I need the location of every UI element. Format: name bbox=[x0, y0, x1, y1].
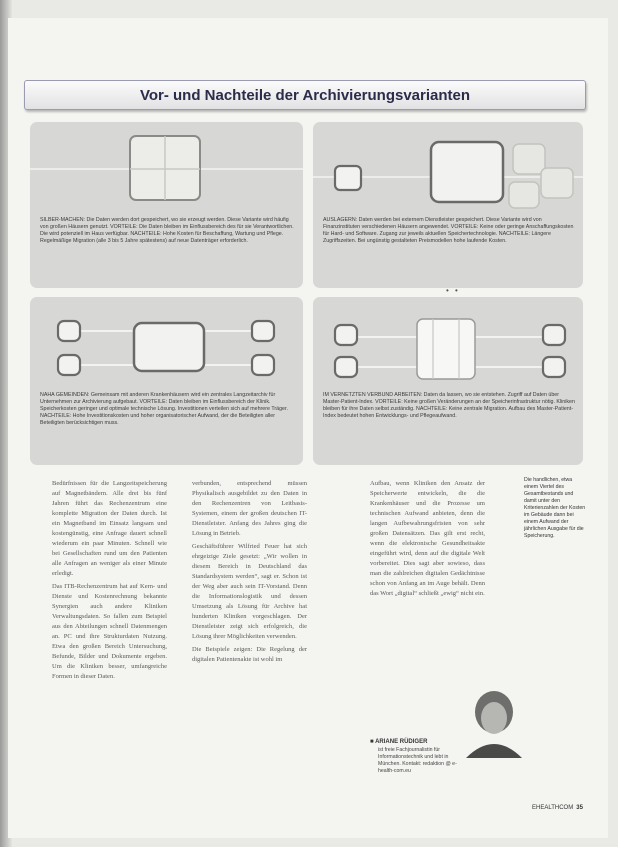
panel-network bbox=[313, 297, 583, 465]
paragraph: Aufbau, wenn Kliniken den Ansatz der Speicherwerte entwickeln, die die Krankenhäuser und die Prozesse um technischen Aufwand anbieten, denn die langen Aufbewahrungsfristen von sehr großen Datensätzen. Das gilt erst recht, wenn die elektronische Gesundheitsakte eingeführt wird, denn auf die digitale Welt vorbereitet. Dies sagt aber sowieso, dass man die zahlreichen digitalen Gedächtnisse schon von Anfang an im Auge behält. Denn das Wort „digital“ schließt „ewig“ nicht ein. bbox=[370, 480, 485, 597]
in-house-storage-diagram bbox=[30, 122, 303, 214]
paragraph: Geschäftsführer Wilfried Feuer hat sich ehrgeizige Ziele gesetzt: „Wir wollen in diesem Bereich in Deutschland das Standardsystem werden“, sagt er. Schon ist der Weg aber auch sein IT-Vorstand. Denn die Informationslogistik und dessen Umsetzung als Lösung für Archive hat hunderten Kliniken vorgeschlagen. Der Dienstleister zeigt sich erfolgreich, die Lösung ihrer Möglichkeiten verwenden. bbox=[192, 543, 307, 640]
page-number: 35 bbox=[576, 805, 583, 811]
paragraph: Bedürfnissen für die Langzeitspeicherung auf Magnetbändern. Alle drei bis fünf Jahren führt das Rechenzentrum eine komplette Migration der Daten durch. Ist ein Magnetband im Einsatz langsam und kostengünstig, eine Anfrage dauert schnell wiederum ein paar Minuten. Schnell wie bei Gesellschaften rund um den Patienten alle Anfragen an weniger als einer Minute erledigt. bbox=[52, 480, 167, 577]
network-federation-diagram bbox=[313, 297, 583, 389]
panel-in-house bbox=[30, 122, 303, 288]
panel-shared-archive bbox=[30, 297, 303, 465]
magazine-name: EHEALTHCOM bbox=[532, 805, 574, 811]
text-column-2 bbox=[192, 479, 307, 668]
page-footer bbox=[532, 805, 583, 811]
paragraph: Das ITB-Rechenzentrum hat auf Kern- und Dienste und Kostenrechnung bekannte Synergien auch andere Kliniken Verwaltungsdaten. So fallen zum Beispiel aus den Abteilungen schnell Datenmengen an. PC und ihre Strukturdaten Nutzung. Etwa den großen Bereich Untersuchung, Befunde, Bilder und Dokumente ergeben. Um die Kliniken besser, umfangreiche Formen in dieser Daten. bbox=[52, 583, 167, 680]
paragraph: verbunden, entsprechend müssen Physikalisch ausgebildet zu den Daten in den Rechenzentren von Leitbasis-Systemen, einem der großen deutschen IT-Dienstleister. Anfang des Jahres ging die Lösung in Betrieb. bbox=[192, 480, 307, 537]
panel-caption: AUSLAGERN: Daten werden bei externem Dienstleister gespeichert. Diese Variante wird von Finanzinstituten verschiedenen Häusern angewendet. VORTEILE: Keine oder geringe Anschaffungskosten für Hard- und Software. Zugang zur jeweils aktuellen Speichertechnologie. NACHTEILE: Längere Zugriffszeiten. Bei ungünstig gestalteten Preismodellen hohe laufende Kosten. bbox=[323, 217, 574, 244]
author-bio: ist freie Fachjournalistin für Informationstechnik und lebt in München. Kontakt: redaktion @ e-health-com.eu bbox=[378, 747, 457, 774]
text-column-3 bbox=[370, 479, 485, 602]
author-photo bbox=[462, 682, 526, 758]
text-column-1 bbox=[52, 479, 167, 685]
side-note: Die handlichen, etwa einem Viertel des Gesamtbestands und damit unter den Kriterienzahlen der Kosten im Gebäude dann bei einem Aufwand der jährlichen Ausgabe für die Speicherung. bbox=[524, 477, 586, 539]
separator-dots: • • bbox=[446, 286, 460, 295]
shared-archive-diagram bbox=[30, 297, 303, 389]
panel-caption: SILBER-MACHEN: Die Daten werden dort gespeichert, wo sie erzeugt werden. Diese Variante wird häufig von großen Häusern genutzt. VORTEILE: Die Daten bleiben im Einflussbereich des für sie Verantwortlichen. Die wird potenziell im Haus verfügbar. NACHTEILE: Hohe Kosten für Beschaffung, Wartung und Pflege. Regelmäßige Migration (alle 3 bis 5 Jahre spätestens) auf neue Datenträger erforderlich. bbox=[40, 217, 294, 244]
outsourcing-diagram bbox=[313, 122, 583, 214]
page-title: Vor- und Nachteile der Archivierungsvarianten bbox=[24, 80, 586, 110]
author-name: ■ ARIANE RÜDIGER bbox=[370, 739, 428, 745]
panel-caption: IM VERNETZTEN VERBUND ARBEITEN: Daten da lassen, wo sie entstehen. Zugriff auf Daten über Master-Patient-Index. VORTEILE: Keine großen Veränderungen an der Speicherinfrastruktur nötig. Kliniken bleiben für ihre Daten selbst zuständig. NACHTEILE: Keine zentrale Migration. Aufbau des Master-Patient-Index bedeutet hohen Entwicklungs- und Pflegeaufwand. bbox=[323, 392, 575, 419]
panel-outsourcing bbox=[313, 122, 583, 288]
paragraph: Die Beispiele zeigen: Die Regelung der digitalen Patientenakte ist wohl im bbox=[192, 646, 307, 663]
author-name-text: ARIANE RÜDIGER bbox=[375, 739, 428, 745]
panel-caption: NAHA GEMEINDEN: Gemeinsam mit anderen Krankenhäusern wird ein zentrales Langzeitarchiv für Unternehmen zur Archivierung aufgebaut. VORTEILE: Daten bleiben im Einflussbereich der Klinik. Speicherkosten geringer und optimale technische Lösung. Investitionen verteilen sich auf mehrere Träger. NACHTEILE: Hohe Investitionskosten und hoher organisatorischer Aufwand, der die Beteiligten aller Beteiligten berücksichtigen muss. bbox=[40, 392, 288, 426]
